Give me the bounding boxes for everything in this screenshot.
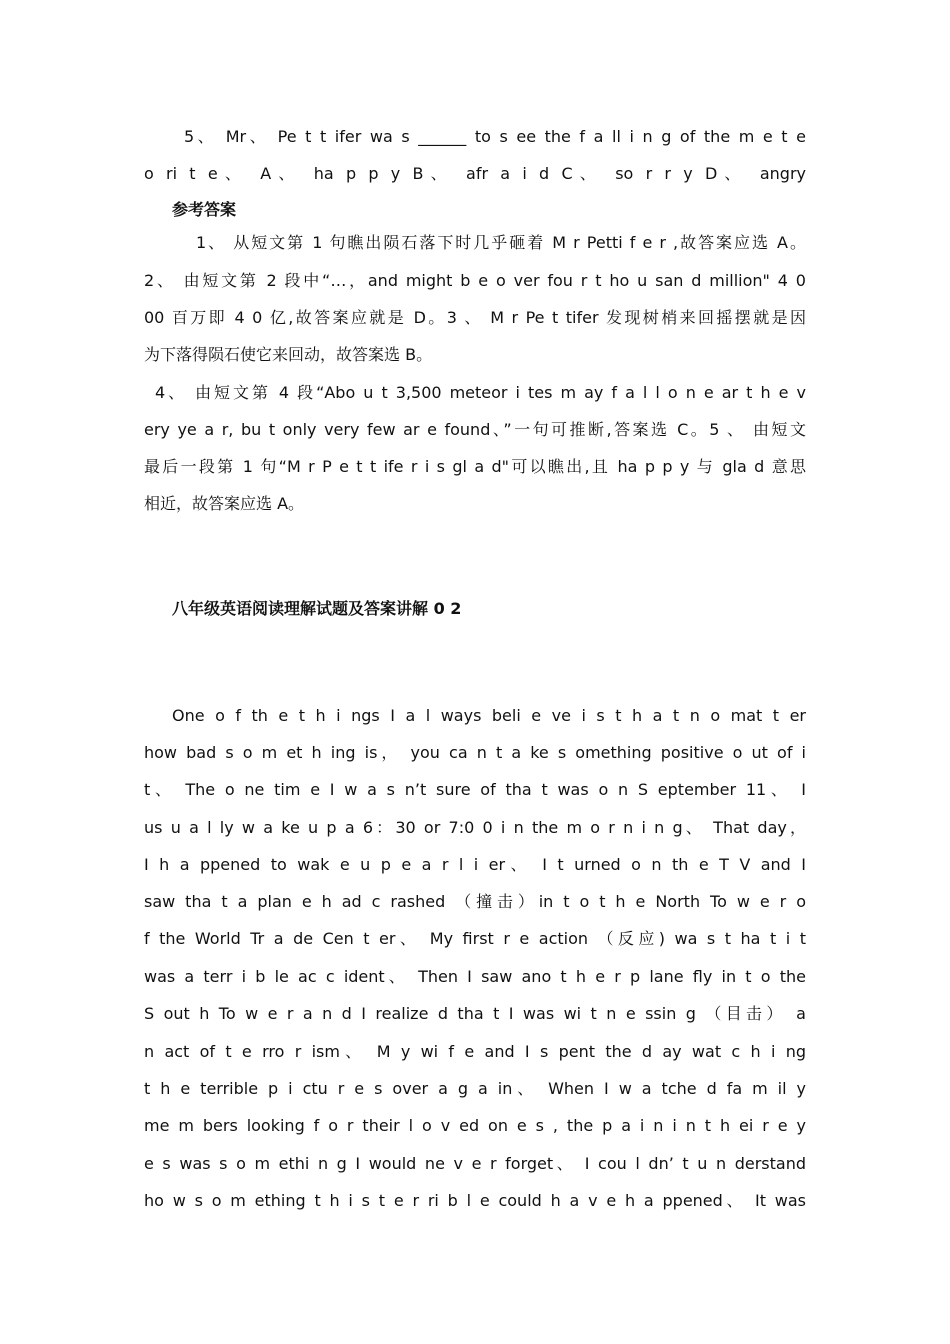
passage-line: I h a ppened to wak e u p e a r l i er、 I t urned o n th e T V and I: [144, 855, 806, 874]
passage-line: ho w s o m ething t h i s t e r ri b l e could h a v e h a ppened、 It was: [144, 1191, 806, 1210]
question-5-line-1: 5、 Mr、 Pe t t ifer wa s ______ to s ee the f a ll i n g of the m e t e: [184, 127, 806, 146]
passage-line: saw tha t a plan e h ad c rashed （撞击）in t o t h e North To w e r o: [144, 892, 806, 911]
passage-line: One o f th e t h i ngs I a l ways beli e ve i s t h a t n o mat t er: [172, 706, 806, 725]
passage-line: f the World Tr a de Cen t er、 My first r e action （反应) wa s t ha t i t: [144, 929, 806, 948]
answer-line: 为下落得陨石使它来回动，故答案选 B。: [144, 345, 433, 364]
answer-line: 2、 由短文第 2 段中“…，and might b e o ver fou r t ho u san d million" 4 0: [144, 271, 806, 290]
answer-line: 相近，故答案应选 A。: [144, 494, 305, 513]
answer-line: ery ye a r, bu t only very few ar e found、”一句可推断,答案选 C。5 、 由短文: [144, 420, 806, 439]
passage-line: me m bers looking f o r their l o v ed on e s , the p a i n i n t h ei r e y: [144, 1116, 806, 1135]
passage-line: t、 The o ne tim e I w a s n’t sure of tha t was o n S eptember 11、 I: [144, 780, 806, 799]
passage-line: us u a l ly w a ke u p a 6：30 or 7:0 0 i n the m o r n i n g、 That day，: [144, 818, 806, 837]
answer-line: 00 百万即 4 0 亿,故答案应就是 D。3 、 M r Pe t tifer 发现树梢来回摇摆就是因: [144, 308, 806, 327]
passage-line: how bad s o m et h ing is， you ca n t a ke s omething positive o ut of i: [144, 743, 806, 762]
passage-line: n act of t e rro r ism、 M y wi f e and I s pent the d ay wat c h i ng: [144, 1042, 806, 1061]
passage-line: S out h To w e r a n d I realize d tha t I was wi t n e ssin g （目击） a: [144, 1004, 806, 1023]
passage-line: was a terr i b le ac c ident、 Then I saw ano t h e r p lane fly in t o the: [144, 967, 806, 986]
answer-line: 4、 由短文第 4 段“Abo u t 3,500 meteor i tes m ay f a l l o n e ar t h e v: [155, 383, 806, 402]
answer-line: 1、 从短文第 1 句瞧出陨石落下时几乎砸着 M r Petti f e r ,故答案应选 A。: [196, 233, 806, 252]
passage-line: t h e terrible p i ctu r e s over a g a in、 When I w a tche d fa m il y: [144, 1079, 806, 1098]
passage-line: e s was s o m ethi n g I would ne v e r forget、 I cou l dn’ t u n derstand: [144, 1154, 806, 1173]
section-title: 八年级英语阅读理解试题及答案讲解 0 2: [172, 599, 462, 618]
answer-line: 最后一段第 1 句“M r P e t t ife r i s gl a d"可以瞧出,且 ha p p y 与 gla d 意思: [144, 457, 806, 476]
answers-heading: 参考答案: [172, 200, 237, 219]
question-5-line-2: o ri t e、 A、 ha p p y B、 afr a i d C、 so r r y D、 angry: [144, 164, 806, 183]
